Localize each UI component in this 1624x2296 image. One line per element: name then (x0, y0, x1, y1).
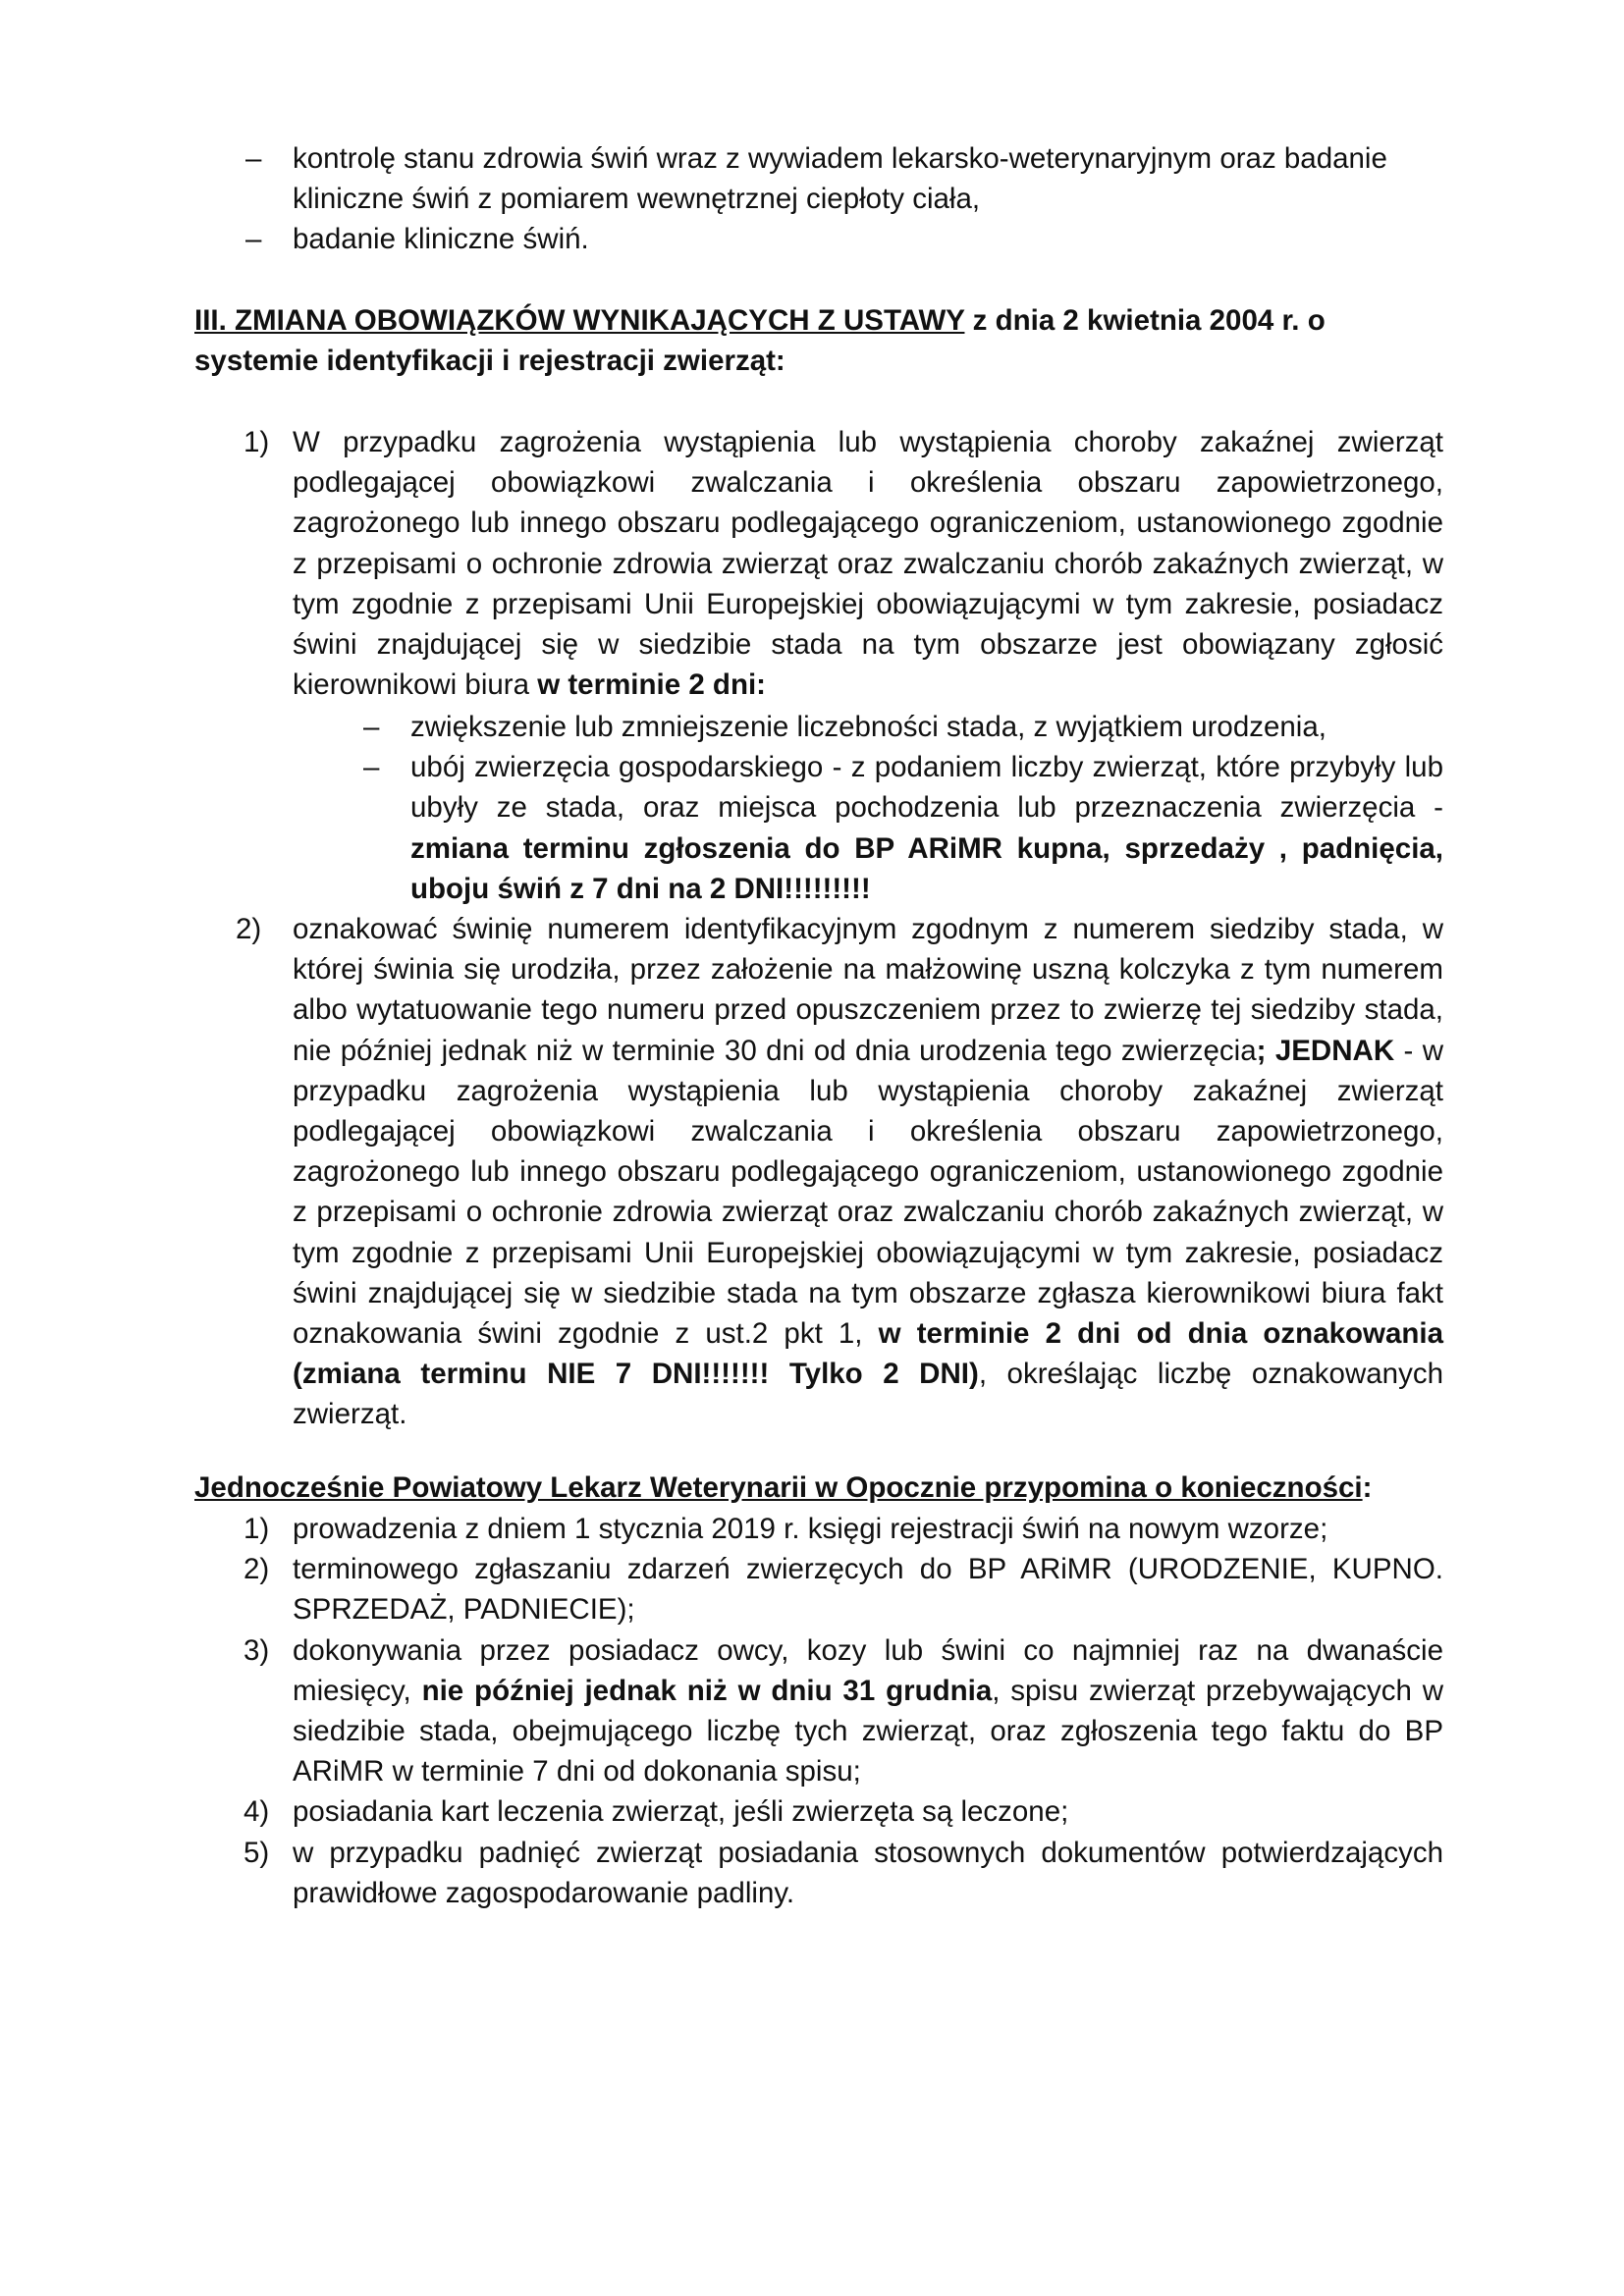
reminder-heading-text: Jednocześnie Powiatowy Lekarz Weterynarii w Opocznie przypomina o konieczności (194, 1471, 1363, 1504)
intro-dash-item (245, 138, 1453, 219)
section-3-item-2-bold: ; JEDNAK (1256, 1034, 1395, 1067)
reminder-item-text: terminowego zgłaszaniu zdarzeń zwierzęcych do BP ARiMR (URODZENIE, KUPNO. SPRZEDAŻ, PADNIECIE); (293, 1553, 1443, 1627)
section-3-item-1 (244, 422, 1443, 705)
list-marker: 1) (244, 1513, 270, 1545)
intro-dash-item (245, 219, 1453, 259)
list-marker: 2) (244, 1553, 270, 1586)
reminder-item (244, 1509, 1443, 1549)
reminder-list (244, 1509, 1444, 1913)
section-3-heading-rest: z dnia 2 kwietnia 2004 r. o systemie identyfikacji i rejestracji zwierząt: (194, 304, 1326, 378)
dash-bold-text: zmiana terminu zgłoszenia do BP ARiMR kupna, sprzedaży , padnięcia, uboju świń z 7 dni na 2 DNI!!!!!!!!! (410, 831, 1443, 905)
dash-item (363, 747, 1443, 909)
dash-text: ubój zwierzęcia gospodarskiego - z podaniem liczby zwierząt, które przybyły lub ubyły ze stada, oraz miejsca pochodzenia lub przeznaczenia zwierzęcia - (410, 751, 1443, 825)
reminder-item (244, 1791, 1443, 1832)
dash-text: zwiększenie lub zmniejszenie liczebności stada, z wyjątkiem urodzenia, (410, 711, 1326, 743)
section-3-item-2-text: , określając liczbę oznakowanych zwierząt. (293, 1358, 1443, 1431)
intro-dash-list (245, 138, 1453, 260)
reminder-item-text: posiadania kart leczenia zwierząt, jeśli zwierzęta są leczone; (293, 1795, 1069, 1829)
reminder-item-text: dokonywania przez posiadacz owcy, kozy lub świni co najmniej raz na dwanaście miesięcy, (293, 1633, 1443, 1707)
reminder-item-bold: nie później jednak niż w dniu 31 grudnia (421, 1674, 993, 1707)
list-marker: 3) (244, 1633, 270, 1667)
intro-dash-text: kontrolę stanu zdrowia świń wraz z wywiadem lekarsko-weterynaryjnym oraz badanie kliniczne świń z pomiarem wewnętrznej ciepłoty ciała, (293, 142, 1387, 216)
list-marker: 4) (244, 1795, 270, 1829)
section-3-item-1-text: W przypadku zagrożenia wystąpienia lub wystąpienia choroby zakaźnej zwierząt podlegającej obowiązkowi zwalczania i określenia obszaru zapowietrzonego, zagrożonego lub innego obszaru podlegającego ograniczeniom, ustanowionego zgodnie z przepisami o ochronie zdrowia zwierząt oraz zwalczaniu chorób zakaźnych zwierząt, w tym zgodnie z przepisami Unii Europejskiej obowiązującymi w tym zakresie, posiadacz świni znajdującej się w siedzibie stada na tym obszarze jest obowiązany zgłosić kierownikowi biura (293, 426, 1443, 702)
section-3-heading (194, 300, 1443, 381)
list-marker: 5) (244, 1836, 270, 1869)
intro-dash-text: badanie kliniczne świń. (293, 223, 589, 256)
section-3-item-2-text: oznakować świnię numerem identyfikacyjnym zgodnym z numerem siedziby stada, w której świnia się urodziła, przez założenie na małżowinę uszną kolczyka z tym numerem albo wytatuowanie tego numeru przed opuszczeniem przez to zwierzę tej siedziby stada, nie później jednak niż w terminie 30 dni od dnia urodzenia tego zwierzęcia (293, 913, 1443, 1067)
reminder-item-text: , spisu zwierząt przebywających w siedzibie stada, obejmującego liczbę tych zwierząt, oraz zgłoszenia tego faktu do BP ARiMR w terminie 7 dni od dokonania spisu; (293, 1674, 1444, 1789)
reminder-item (244, 1630, 1444, 1792)
reminder-heading (194, 1468, 1443, 1508)
section-3-item-2-bold: w terminie 2 dni od dnia oznakowania (zmiana terminu NIE 7 DNI!!!!!!! Tylko 2 DNI) (293, 1317, 1444, 1391)
list-marker: 2) (236, 913, 262, 945)
list-marker: 1) (244, 426, 270, 458)
reminder-heading-colon: : (1362, 1471, 1373, 1504)
reminder-item (244, 1833, 1443, 1913)
section-3-item-1-bold: w terminie 2 dni: (537, 668, 766, 702)
section-3-item-2-text: - w przypadku zagrożenia wystąpienia lub wystąpienia choroby zakaźnej zwierząt podlegającej obowiązkowi zwalczania i określenia obszaru zapowietrzonego, zagrożonego lub innego obszaru podlegającego ograniczeniom, ustanowionego zgodnie z przepisami o ochronie zdrowia zwierząt oraz zwalczaniu chorób zakaźnych zwierząt, w tym zgodnie z przepisami Unii Europejskiej obowiązującymi w tym zakresie, posiadacz świni znajdującej się w siedzibie stada na tym obszarze zgłasza kierownikowi biura fakt oznakowania świni zgodnie z ust.2 pkt 1, (293, 1034, 1443, 1351)
reminder-item-text: w przypadku padnięć zwierząt posiadania stosownych dokumentów potwierdzających prawidłowe zagospodarowanie padliny. (293, 1836, 1443, 1909)
section-3-heading-underlined: III. ZMIANA OBOWIĄZKÓW WYNIKAJĄCYCH Z USTAWY (194, 304, 965, 337)
reminder-item (244, 1549, 1443, 1629)
section-3-item-1-dash-list (363, 707, 1443, 909)
reminder-item-text: prowadzenia z dniem 1 stycznia 2019 r. księgi rejestracji świń na nowym wzorze; (293, 1513, 1328, 1545)
section-3-item-2 (236, 909, 1444, 1435)
dash-item (363, 707, 1443, 747)
